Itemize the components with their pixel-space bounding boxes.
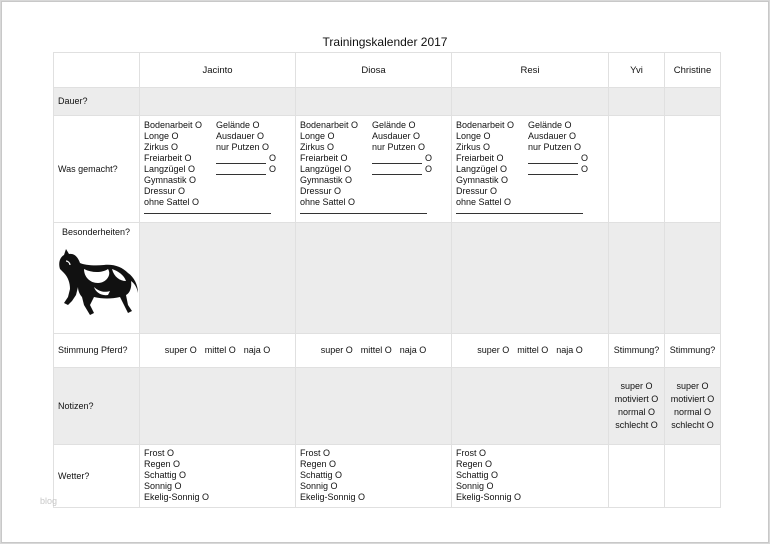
notes-option[interactable]: normal O — [673, 407, 711, 417]
activity-columns — [456, 120, 608, 208]
notes-line[interactable] — [456, 213, 583, 214]
col-header-resi: Resi — [452, 53, 609, 88]
mood-option[interactable]: naja O — [556, 345, 583, 355]
activity-option[interactable]: Gelände O — [216, 120, 260, 130]
weather-options-resi[interactable] — [452, 445, 609, 508]
weather-option[interactable]: Ekelig-Sonnig O — [300, 492, 366, 502]
row-label-dauer: Dauer? — [54, 88, 140, 116]
activity-cell-jacinto[interactable] — [140, 116, 296, 223]
activity-option[interactable]: Freiarbeit O — [300, 153, 348, 163]
calendar-page — [1, 1, 769, 543]
activity-option[interactable]: Gelände O — [372, 120, 416, 130]
activity-option[interactable]: Longe O — [144, 131, 179, 141]
notes-option[interactable]: schlecht O — [671, 420, 714, 430]
cell-input[interactable] — [452, 368, 609, 445]
activity-option[interactable]: Zirkus O — [300, 142, 335, 152]
weather-option[interactable]: Ekelig-Sonnig O — [456, 492, 522, 502]
activity-columns — [300, 120, 451, 208]
weather-option[interactable]: Regen O — [456, 459, 493, 469]
weather-option[interactable]: Frost O — [144, 448, 175, 458]
cell-input[interactable] — [609, 116, 665, 223]
custom-activity-option[interactable] — [372, 153, 436, 164]
training-table — [53, 52, 721, 508]
option-circle[interactable]: O — [425, 153, 433, 163]
page-title: Trainingskalender 2017 — [322, 35, 448, 49]
watermark: blog — [40, 496, 58, 506]
cell-input[interactable] — [665, 445, 721, 508]
col-header-diosa: Diosa — [296, 53, 452, 88]
weather-option[interactable]: Sonnig O — [456, 481, 494, 491]
option-circle[interactable]: O — [269, 153, 277, 163]
mood-option[interactable]: naja O — [399, 345, 427, 355]
weather-option[interactable]: Schattig O — [300, 470, 343, 480]
activity-columns — [144, 120, 295, 208]
notes-line[interactable] — [300, 213, 427, 214]
activity-option[interactable]: Bodenarbeit O — [456, 120, 515, 130]
notes-option[interactable]: super O — [676, 381, 709, 391]
weather-option[interactable]: Regen O — [300, 459, 337, 469]
row-dauer — [54, 88, 721, 116]
cell-input[interactable] — [665, 116, 721, 223]
custom-activity-option[interactable] — [216, 164, 280, 175]
weather-option[interactable]: Ekelig-Sonnig O — [144, 492, 210, 502]
activity-option[interactable]: nur Putzen O — [372, 142, 426, 152]
activity-column-right — [216, 120, 280, 208]
cell-input[interactable] — [609, 445, 665, 508]
blank-line[interactable] — [216, 155, 266, 164]
option-circle[interactable]: O — [581, 164, 589, 174]
activity-list — [296, 116, 451, 214]
activity-option[interactable]: Dressur O — [144, 186, 186, 196]
blank-line[interactable] — [216, 166, 266, 175]
row-label-was-gemacht: Was gemacht? — [54, 116, 140, 223]
activity-column-left — [456, 120, 528, 208]
activity-option[interactable]: Langzügel O — [144, 164, 196, 174]
activity-option[interactable]: Bodenarbeit O — [144, 120, 203, 130]
row-wetter — [54, 445, 721, 508]
mood-option[interactable]: mittel O — [517, 345, 549, 355]
cell-input[interactable] — [665, 223, 721, 334]
activity-option[interactable]: Dressur O — [300, 186, 342, 196]
horse-icon — [54, 243, 140, 321]
blank-line[interactable] — [372, 166, 422, 175]
notes-option[interactable]: super O — [620, 381, 653, 391]
activity-list — [452, 116, 608, 214]
weather-options-diosa[interactable] — [296, 445, 452, 508]
row-was-gemacht — [54, 116, 721, 223]
custom-activity-option[interactable] — [528, 164, 592, 175]
weather-option[interactable]: Frost O — [300, 448, 331, 458]
activity-option[interactable]: Langzügel O — [300, 164, 352, 174]
notes-option[interactable]: motiviert O — [670, 394, 715, 404]
weather-option[interactable]: Frost O — [456, 448, 487, 458]
blank-line[interactable] — [528, 166, 578, 175]
activity-option[interactable]: Ausdauer O — [372, 131, 421, 141]
row-label-stimmung-pferd: Stimmung Pferd? — [54, 334, 140, 368]
mood-option[interactable]: mittel O — [360, 345, 392, 355]
activity-cell-diosa[interactable] — [296, 116, 452, 223]
weather-option[interactable]: Sonnig O — [144, 481, 182, 491]
col-header-yvi: Yvi — [609, 53, 665, 88]
mood-options-jacinto[interactable] — [140, 334, 296, 368]
weather-options-jacinto[interactable] — [140, 445, 296, 508]
mood-option[interactable]: mittel O — [204, 345, 236, 355]
corner-cell — [54, 53, 140, 88]
notes-options-christine[interactable] — [665, 368, 721, 445]
activity-option[interactable]: ohne Sattel O — [456, 197, 512, 207]
row-notizen — [54, 368, 721, 445]
activity-option[interactable]: Gymnastik O — [144, 175, 197, 185]
activity-option[interactable]: Freiarbeit O — [144, 153, 192, 163]
notes-option[interactable]: schlecht O — [615, 420, 658, 430]
activity-option[interactable]: Dressur O — [456, 186, 498, 196]
col-header-jacinto: Jacinto — [140, 53, 296, 88]
weather-option[interactable]: Regen O — [144, 459, 181, 469]
notes-options-yvi[interactable] — [609, 368, 665, 445]
mood-options-resi[interactable] — [452, 334, 609, 368]
custom-activity-option[interactable] — [372, 164, 436, 175]
weather-list — [452, 445, 608, 503]
stimmung-label-christine: Stimmung? — [665, 334, 721, 368]
mood-option[interactable]: naja O — [243, 345, 271, 355]
cell-input[interactable] — [140, 368, 296, 445]
mood-option[interactable]: super O — [477, 345, 510, 355]
cell-input[interactable] — [452, 88, 609, 116]
activity-option[interactable]: Ausdauer O — [216, 131, 265, 141]
row-label-notizen: Notizen? — [54, 368, 140, 445]
option-circle[interactable]: O — [425, 164, 433, 174]
activity-cell-resi[interactable] — [452, 116, 609, 223]
activity-option[interactable]: Ausdauer O — [528, 131, 577, 141]
activity-option[interactable]: nur Putzen O — [216, 142, 270, 152]
activity-option[interactable]: Gymnastik O — [456, 175, 509, 185]
custom-activity-option[interactable] — [528, 153, 592, 164]
mood-option[interactable]: super O — [164, 345, 197, 355]
activity-option[interactable]: ohne Sattel O — [300, 197, 356, 207]
cell-input[interactable] — [296, 223, 452, 334]
blank-line[interactable] — [372, 155, 422, 164]
col-header-christine: Christine — [665, 53, 721, 88]
activity-option[interactable]: nur Putzen O — [528, 142, 582, 152]
activity-option[interactable]: Zirkus O — [144, 142, 179, 152]
cell-input[interactable] — [140, 88, 296, 116]
row-besonderheiten — [54, 223, 721, 334]
cell-input[interactable] — [665, 88, 721, 116]
cell-input[interactable] — [452, 223, 609, 334]
notes-option[interactable]: motiviert O — [614, 394, 659, 404]
stimmung-label-yvi: Stimmung? — [609, 334, 665, 368]
weather-option[interactable]: Schattig O — [456, 470, 499, 480]
activity-option[interactable]: Gymnastik O — [300, 175, 353, 185]
activity-option[interactable]: Longe O — [300, 131, 335, 141]
cell-input[interactable] — [609, 223, 665, 334]
row-label-besonderheiten: Besonderheiten? — [62, 227, 131, 237]
notes-option[interactable]: normal O — [617, 407, 655, 417]
cell-input[interactable] — [296, 368, 452, 445]
row-stimmung — [54, 334, 721, 368]
custom-activity-option[interactable] — [216, 153, 280, 164]
activity-option[interactable]: Longe O — [456, 131, 491, 141]
activity-option[interactable]: Freiarbeit O — [456, 153, 504, 163]
option-circle[interactable]: O — [581, 153, 589, 163]
weather-list — [296, 445, 451, 503]
activity-option[interactable]: Langzügel O — [456, 164, 508, 174]
weather-option[interactable]: Sonnig O — [300, 481, 338, 491]
blank-line[interactable] — [528, 155, 578, 164]
option-circle[interactable]: O — [269, 164, 277, 174]
activity-column-right — [528, 120, 592, 208]
activity-column-left — [300, 120, 372, 208]
cell-input[interactable] — [140, 223, 296, 334]
activity-option[interactable]: ohne Sattel O — [144, 197, 200, 207]
row-label-wetter: Wetter? — [54, 445, 140, 508]
activity-column-left — [144, 120, 216, 208]
header-row — [54, 53, 721, 88]
weather-option[interactable]: Schattig O — [144, 470, 187, 480]
activity-list — [140, 116, 295, 214]
cell-input[interactable] — [609, 88, 665, 116]
row-label-besonderheiten-cell — [54, 223, 140, 334]
activity-option[interactable]: Zirkus O — [456, 142, 491, 152]
activity-option[interactable]: Gelände O — [528, 120, 572, 130]
activity-column-right — [372, 120, 436, 208]
cell-input[interactable] — [296, 88, 452, 116]
notes-line[interactable] — [144, 213, 271, 214]
activity-option[interactable]: Bodenarbeit O — [300, 120, 359, 130]
mood-options-diosa[interactable] — [296, 334, 452, 368]
weather-list — [140, 445, 295, 503]
mood-option[interactable]: super O — [320, 345, 353, 355]
